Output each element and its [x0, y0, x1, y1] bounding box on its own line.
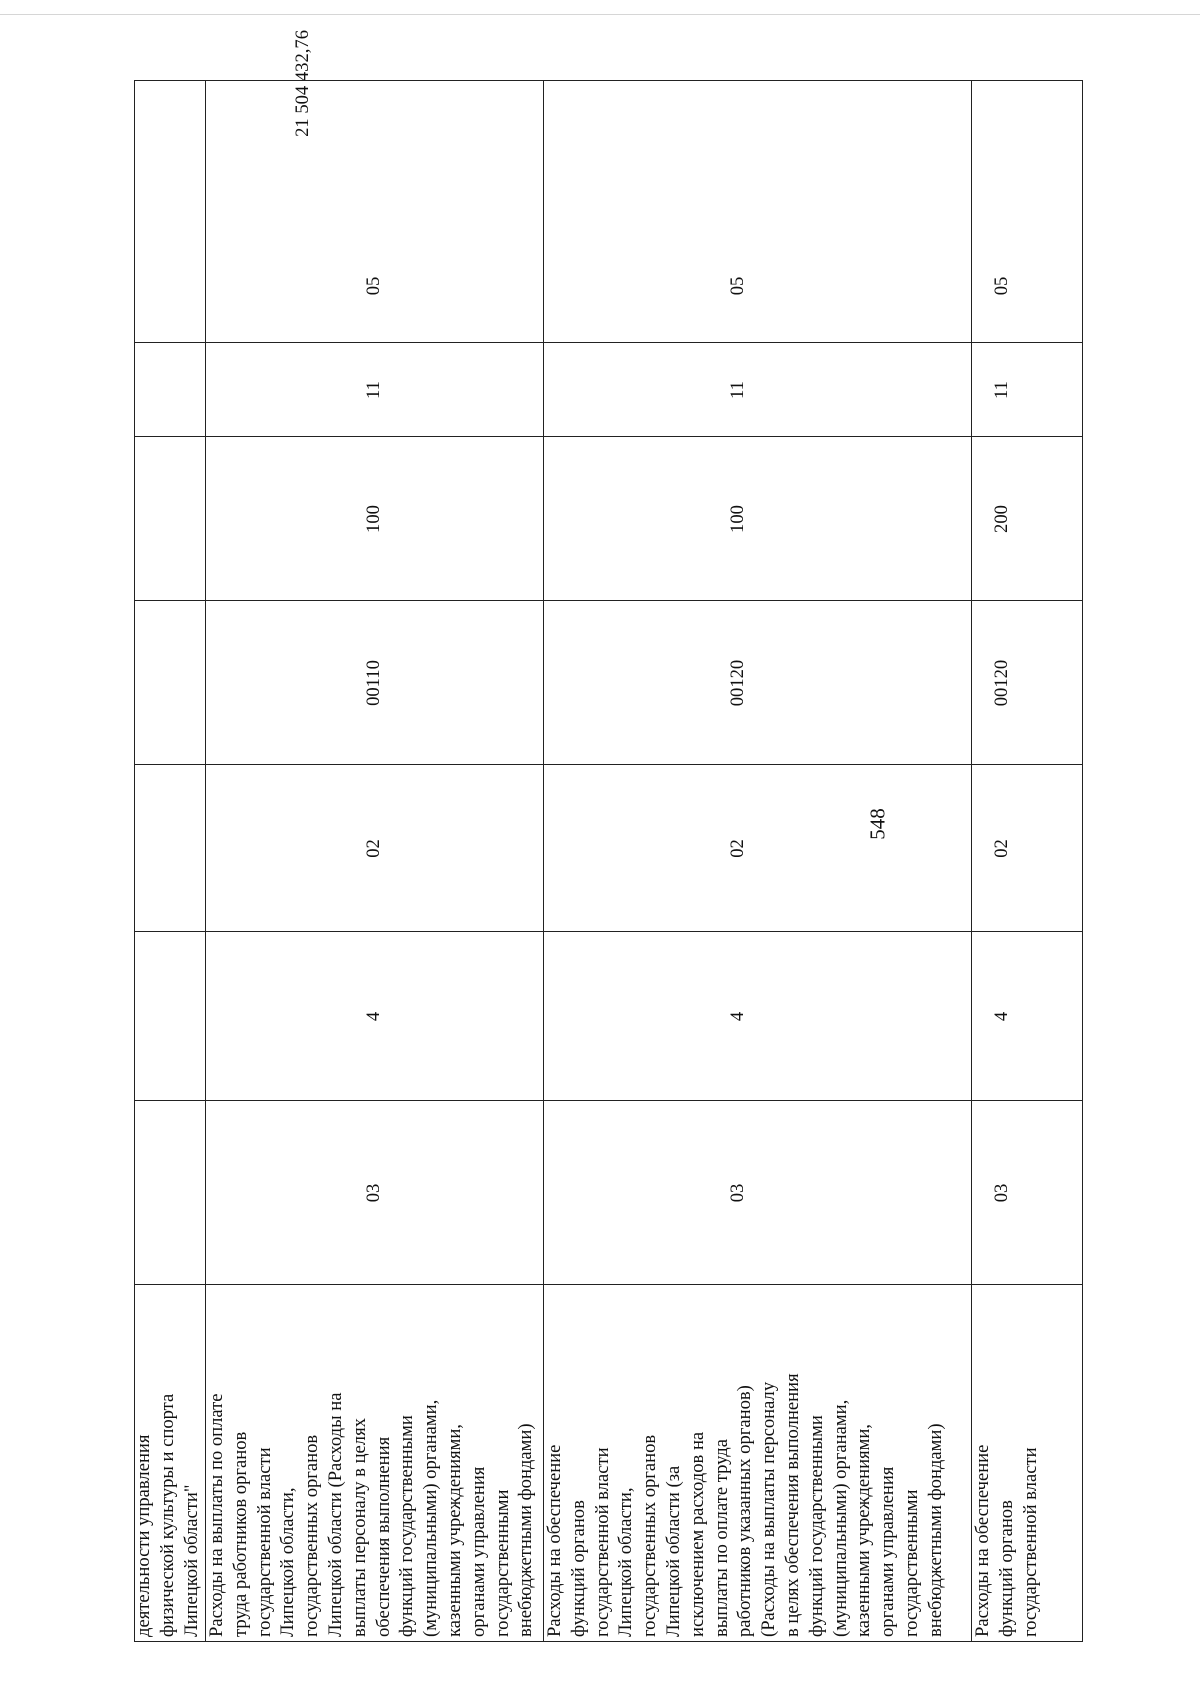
cell-code-6: 11 [363, 381, 384, 399]
cell-code-7: 05 [727, 276, 748, 296]
cell-code-5: 100 [363, 505, 384, 533]
cell-code-1: 03 [727, 1183, 748, 1203]
cell-code-4 [155, 601, 185, 765]
cell-code-4: 00110 [363, 660, 384, 706]
cell-code-7: 05 [363, 276, 384, 296]
table-border-left [134, 1641, 1083, 1642]
table-border-bottom [1082, 80, 1083, 1642]
table-row [971, 80, 1083, 1642]
row-divider [971, 80, 972, 1642]
cell-code-1: 03 [991, 1183, 1012, 1203]
column-divider [134, 342, 1083, 343]
cell-code-5: 100 [727, 505, 748, 533]
cell-code-1: 03 [363, 1183, 384, 1203]
row-divider [205, 80, 206, 1642]
cell-code-3: 02 [363, 839, 384, 858]
column-divider [134, 1100, 1083, 1101]
cell-code-5 [155, 437, 185, 601]
budget-table [133, 30, 1083, 1642]
cell-amount-2 [288, 0, 318, 30]
row-description: деятельности управления физической культуры и спорта Липецкой области" [133, 1393, 202, 1637]
row-divider [543, 80, 544, 1642]
cell-code-7: 05 [991, 276, 1012, 296]
cell-code-3: 02 [727, 839, 748, 858]
cell-code-4: 00120 [727, 659, 748, 707]
cell-code-2: 4 [363, 1011, 384, 1022]
column-divider [134, 931, 1083, 932]
row-description: Расходы на выплаты по оплате труда работников органов государственной власти Липецкой области, государственных органов Липецкой области (Расходы на выплаты персоналу в целях обеспечения выполнения функций государственными (муниципальными) органами, казенными учреждениями, органами управления государственными внебюджетными фондами) [206, 1392, 537, 1637]
table-border-right [134, 80, 1083, 81]
cell-code-4: 00120 [991, 659, 1012, 707]
table-row [543, 80, 971, 1642]
cell-code-3 [155, 765, 185, 932]
column-divider [134, 436, 1083, 437]
cell-code-2 [155, 932, 185, 1101]
cell-code-1 [155, 1101, 185, 1285]
cell-code-6: 11 [727, 381, 748, 399]
column-divider [134, 600, 1083, 601]
table-border-top [134, 80, 135, 1642]
cell-code-2: 4 [727, 1011, 748, 1022]
table-row [134, 80, 205, 1642]
cell-amount-1: 21 504 432,76 [292, 30, 313, 137]
cell-code-6: 11 [991, 381, 1012, 399]
row-description: Расходы на обеспечение функций органов государственной власти [972, 1444, 1041, 1637]
row-description: Расходы на обеспечение функций органов государственной власти Липецкой области, государственных органов Липецкой области (за исключением расходов на выплаты по оплате труда работников указанных органов) (Расходы на выплаты персоналу в целях обеспечения выполнения функций государственными (муниципальными) органами, казенными учреждениями, органами управления государственными внебюджетными фондами) [544, 1373, 946, 1637]
column-divider [134, 1284, 1083, 1285]
cell-code-3: 02 [991, 839, 1012, 858]
page-number: 548 [865, 808, 890, 840]
table-row [205, 80, 543, 1642]
cell-code-2: 4 [991, 1011, 1012, 1022]
cell-code-7 [155, 229, 185, 343]
scan-edge-line [0, 14, 1200, 15]
column-divider [134, 764, 1083, 765]
cell-code-6 [155, 343, 185, 437]
cell-code-5: 200 [991, 505, 1012, 533]
